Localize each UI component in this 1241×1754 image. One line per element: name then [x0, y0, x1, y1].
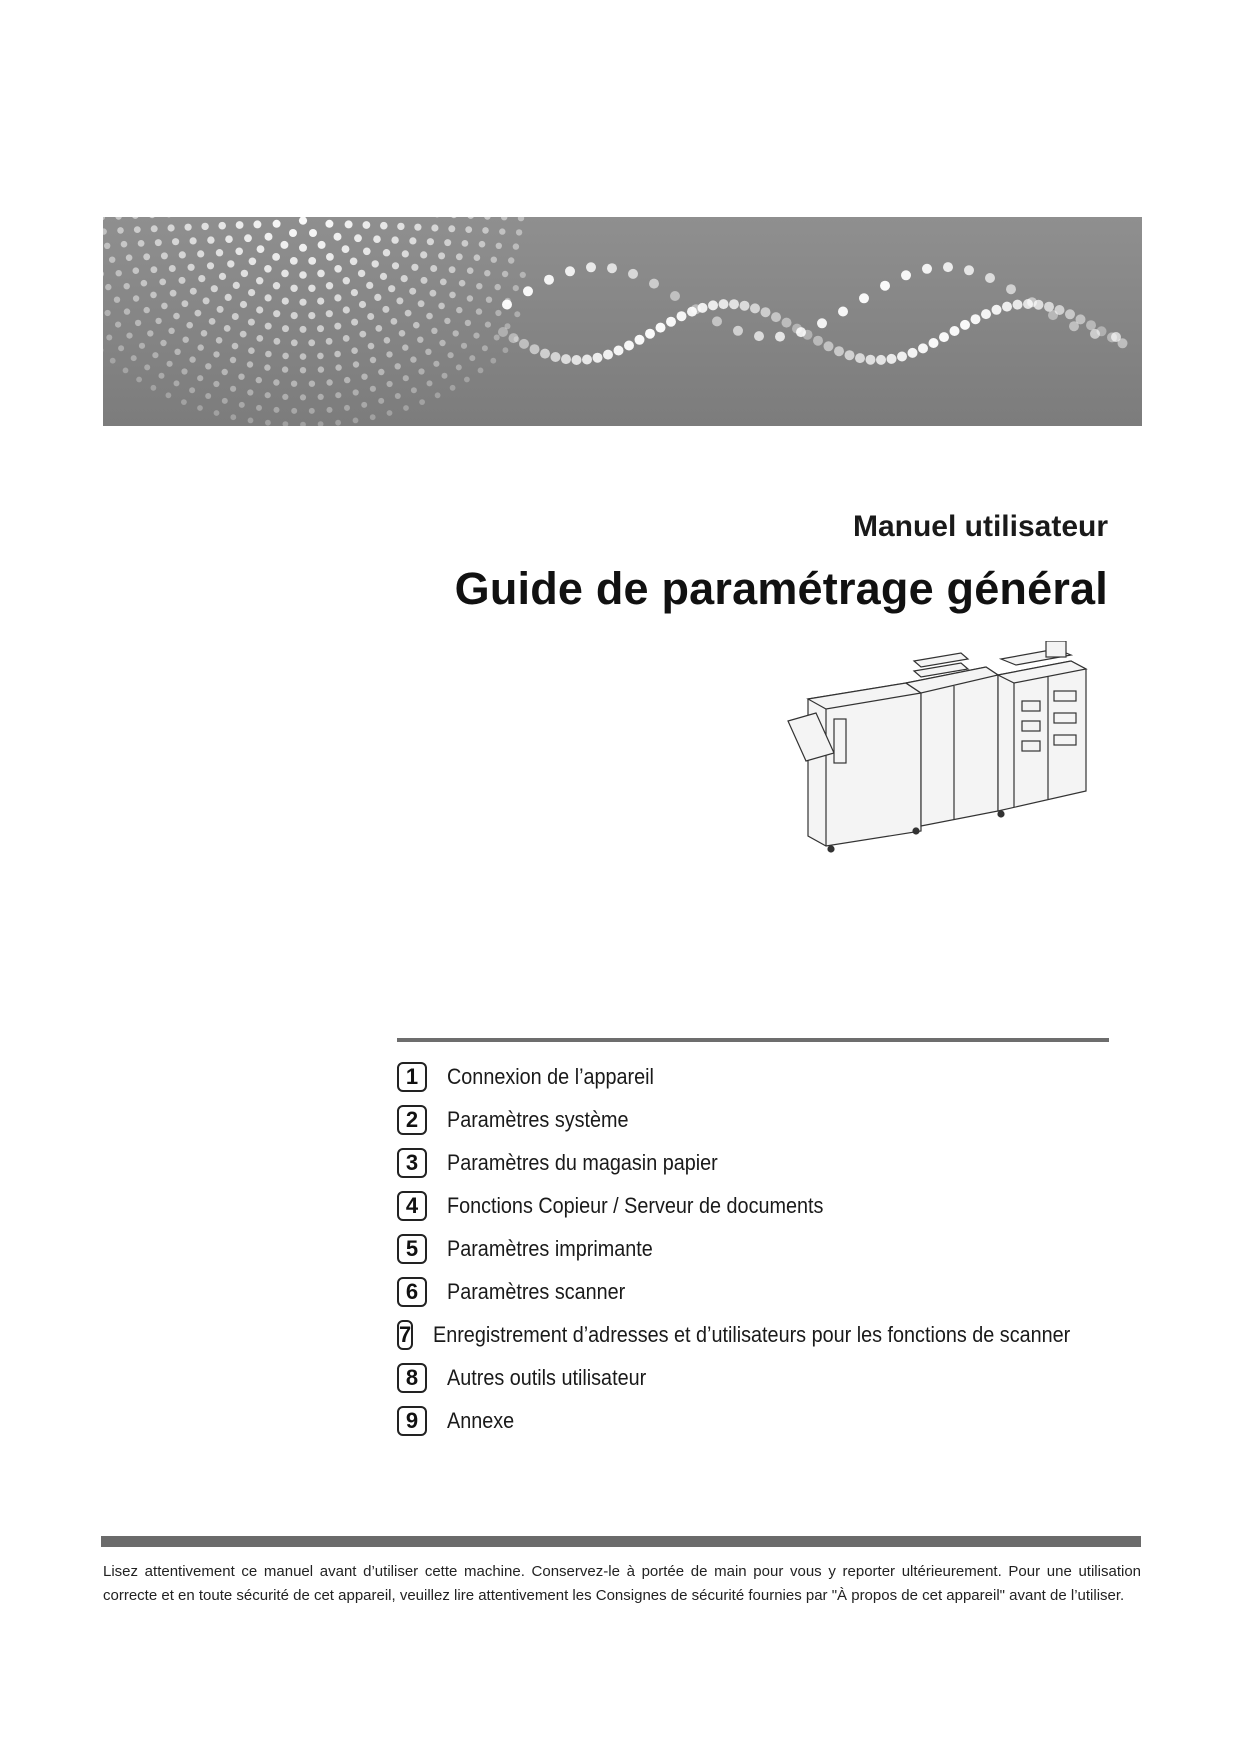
chapter-title: Enregistrement d’adresses et d’utilisateurs pour les fonctions de scanner: [433, 1321, 1071, 1347]
chapter-item-1[interactable]: [397, 1055, 1117, 1098]
chapter-item-7[interactable]: [397, 1313, 1117, 1356]
chapter-title: Annexe: [447, 1407, 515, 1433]
chapter-number-badge: 4: [397, 1191, 427, 1221]
dotted-pattern-graphic: [103, 217, 1142, 426]
chapter-title: Connexion de l’appareil: [447, 1063, 654, 1089]
chapter-title: Paramètres du magasin papier: [447, 1149, 718, 1175]
chapter-list: [397, 1055, 1117, 1442]
chapter-title: Fonctions Copieur / Serveur de documents: [447, 1192, 824, 1218]
chapter-item-3[interactable]: [397, 1141, 1117, 1184]
footer-divider: [101, 1536, 1141, 1547]
printer-machine-illustration: [786, 641, 1116, 881]
header-banner: [103, 217, 1142, 426]
chapter-number-badge: 6: [397, 1277, 427, 1307]
chapter-number-badge: 1: [397, 1062, 427, 1092]
chapter-number-badge: 3: [397, 1148, 427, 1178]
toc-divider: [397, 1038, 1109, 1042]
chapter-item-2[interactable]: [397, 1098, 1117, 1141]
chapter-item-4[interactable]: [397, 1184, 1117, 1227]
chapter-item-8[interactable]: [397, 1356, 1117, 1399]
safety-notice: Lisez attentivement ce manuel avant d’utiliser cette machine. Conservez-le à portée de main pour vous y reporter ultérieurement. Pour une utilisation correcte et en toute sécurité de cet appareil, veuillez lire attentivement les Consignes de sécurité fournies par "À propos de cet appareil" avant de l’utiliser.: [103, 1563, 1141, 1604]
chapter-number-badge: 5: [397, 1234, 427, 1264]
chapter-title: Paramètres système: [447, 1106, 629, 1132]
chapter-title: Paramètres scanner: [447, 1278, 626, 1304]
chapter-number-badge: 8: [397, 1363, 427, 1393]
chapter-number-badge: 9: [397, 1406, 427, 1436]
chapter-title: Paramètres imprimante: [447, 1235, 653, 1261]
chapter-number-badge: 7: [397, 1320, 413, 1350]
chapter-title: Autres outils utilisateur: [447, 1364, 647, 1390]
chapter-item-6[interactable]: [397, 1270, 1117, 1313]
document-title: Guide de paramétrage général: [454, 563, 1108, 614]
manual-subtitle: Manuel utilisateur: [852, 510, 1108, 543]
chapter-number-badge: 2: [397, 1105, 427, 1135]
chapter-item-5[interactable]: [397, 1227, 1117, 1270]
chapter-item-9[interactable]: [397, 1399, 1117, 1442]
